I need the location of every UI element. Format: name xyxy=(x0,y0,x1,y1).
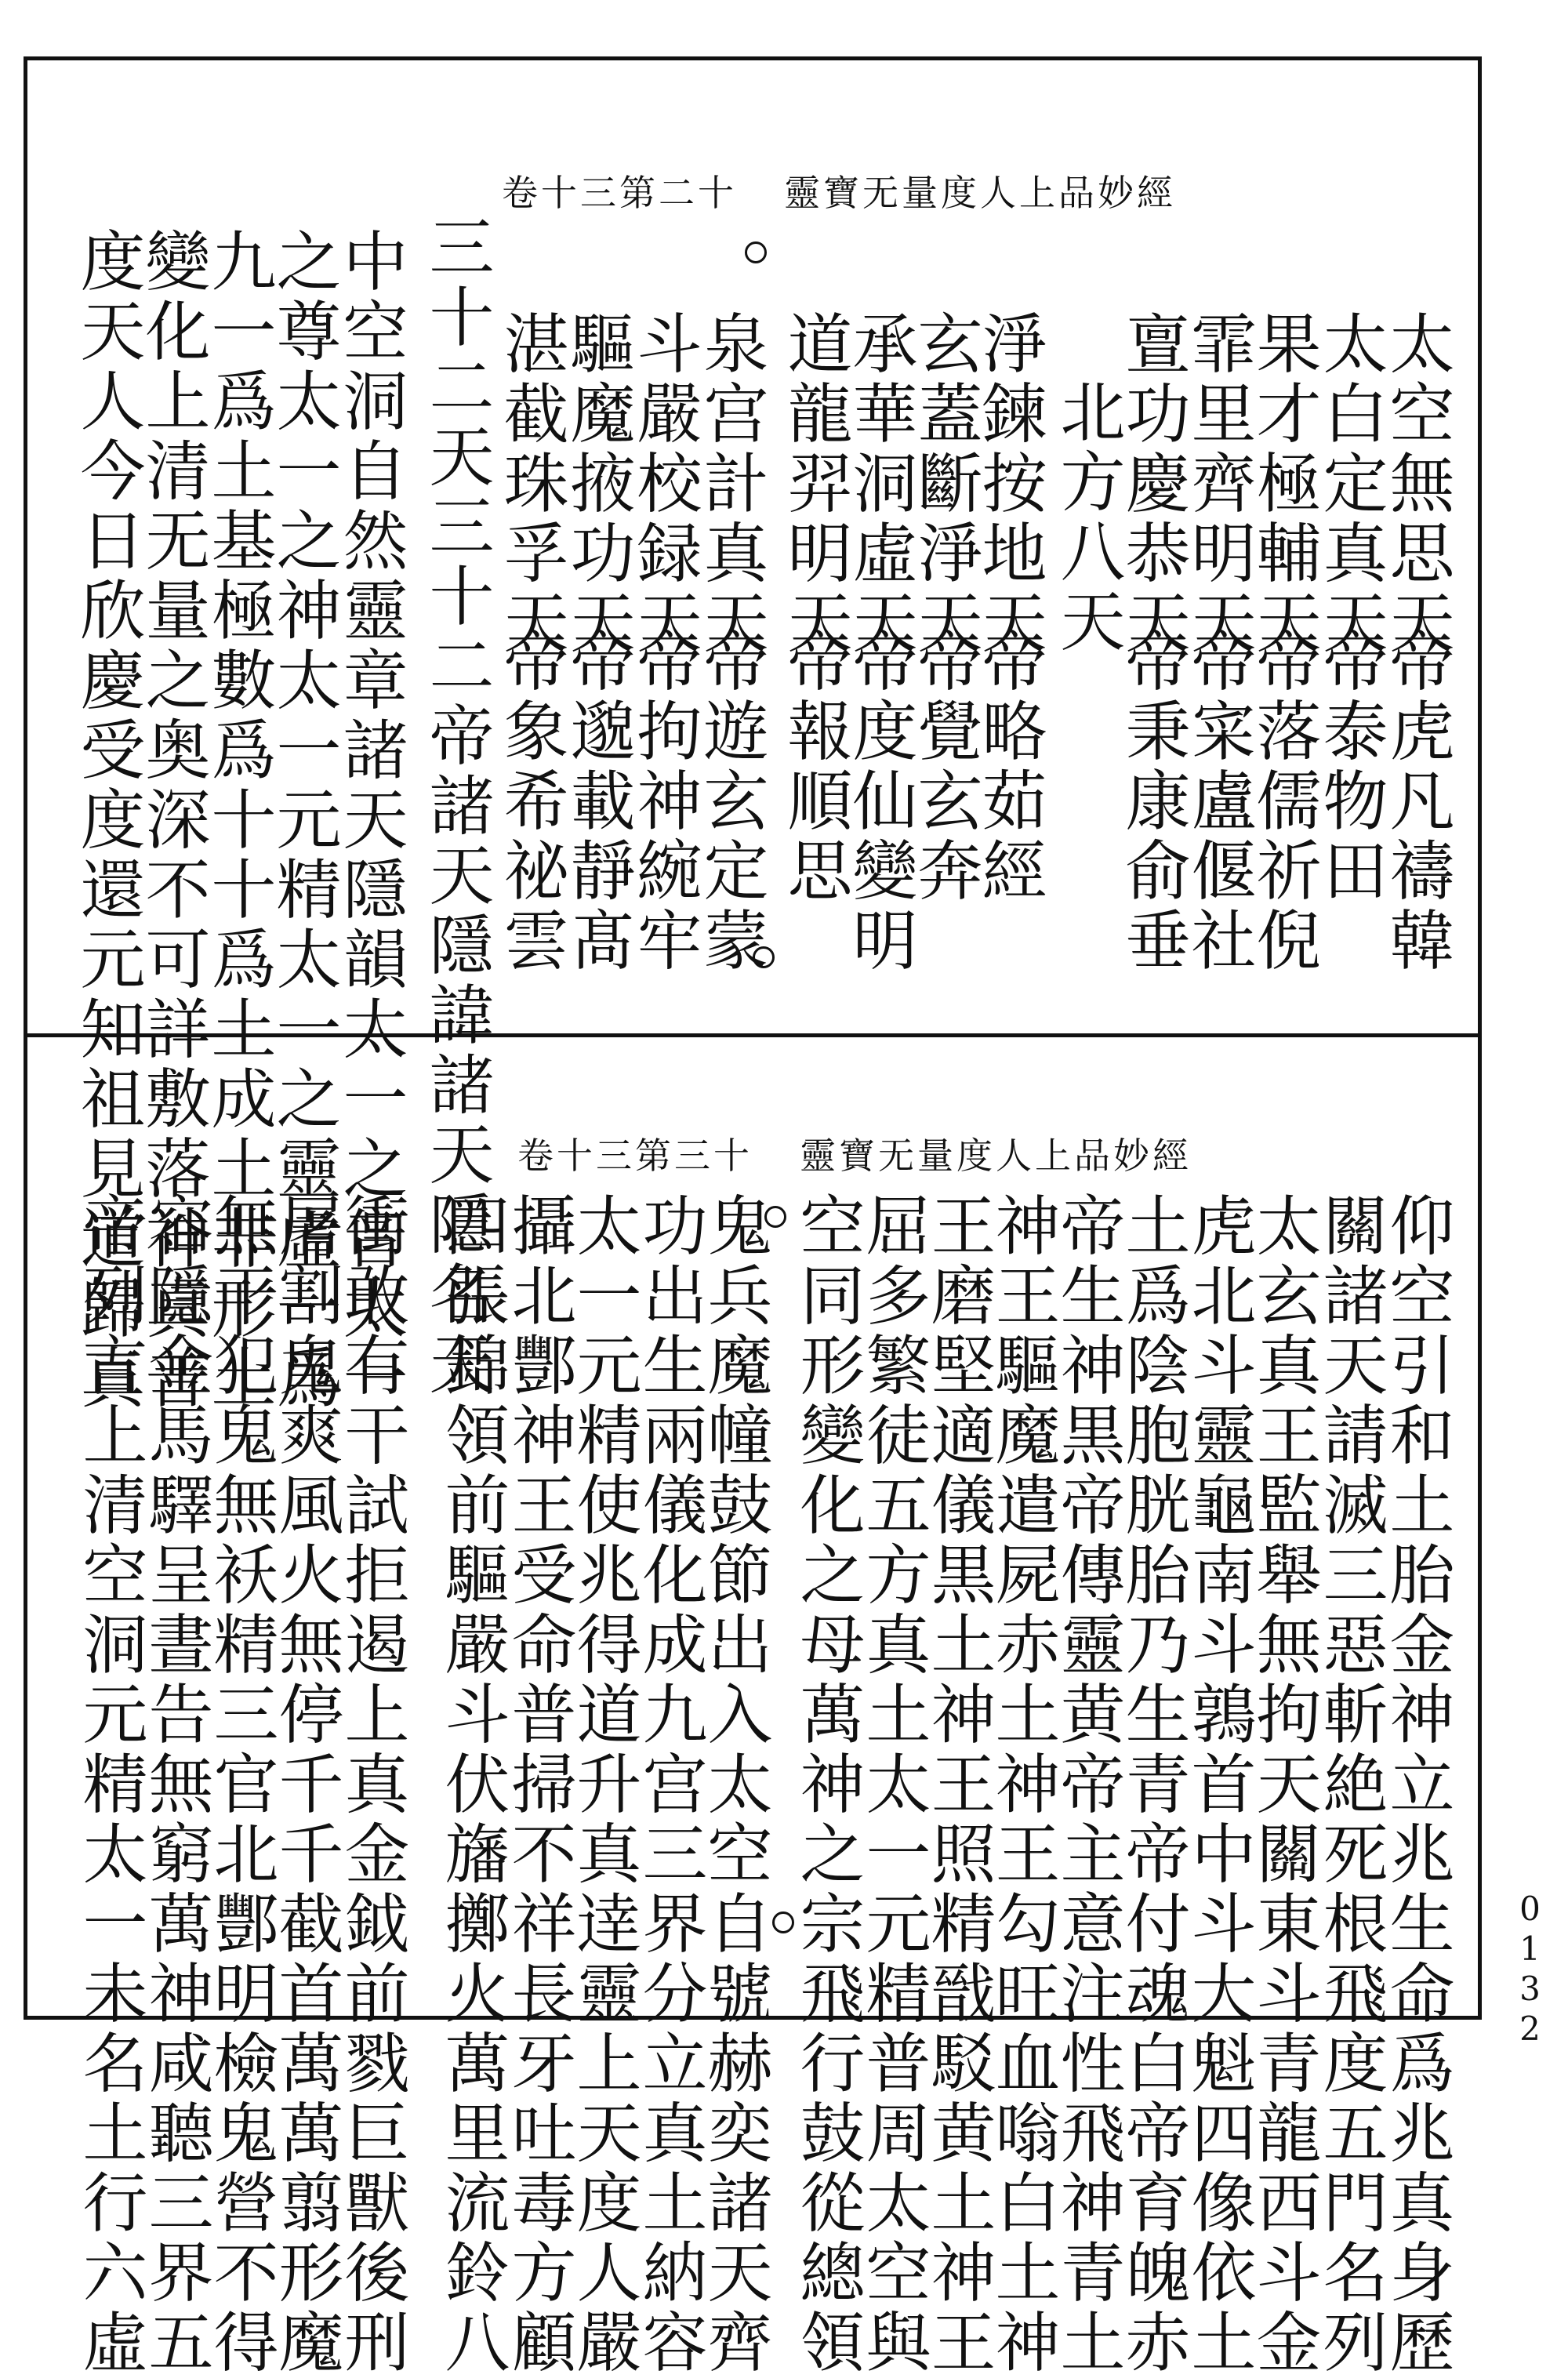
text-column: 九一爲土基極數爲十十爲土成土非形土 xyxy=(200,227,276,1414)
top-page-book-title: 靈寶无量度人上品妙經 xyxy=(784,172,1176,214)
text-column: 帝略茹經 xyxy=(971,627,1047,906)
text-column: 承華洞虛天 xyxy=(841,310,917,659)
text-column: 太白定真天 xyxy=(1312,310,1388,659)
text-column: 帝覺玄奔 xyxy=(906,627,982,906)
text-column: 亶功慶恭天 xyxy=(1114,310,1190,659)
text-column: 中空洞自然靈章諸天隱韻太一之音太一 xyxy=(332,227,408,1414)
text-column: 北方八天 xyxy=(1049,378,1125,657)
text-column: 道龍羿明天 xyxy=(776,310,852,659)
text-column: 太一元精使兆得道升真逹靈上天度人嚴 xyxy=(565,1192,641,2378)
text-column: 虎北斗靈龜南斗鶉首中斗大魁四像依土 xyxy=(1180,1192,1256,2378)
text-column: 果才極輔天 xyxy=(1245,310,1321,659)
text-column: 關諸天請滅三惡斬絶死根飛度五門名列 xyxy=(1312,1192,1388,2378)
text-column: 帝象希祕雲 xyxy=(492,627,568,976)
text-column: 屠割鬼爽風火無停千千截首萬萬翦形魔 xyxy=(267,1192,343,2378)
bottom-page-book-title: 靈寶无量度人上品妙經 xyxy=(800,1135,1192,1177)
top-page-volume-label: 卷十三第二十 xyxy=(502,172,737,214)
text-column: 湛截珠孚天 xyxy=(492,310,568,659)
text-column: 神王驅魔遣屍赤土神王勾旺血嗡白土神 xyxy=(984,1192,1060,2378)
text-column: 帝寀盧偃社 xyxy=(1180,627,1256,976)
text-column: 帝度仙變明 xyxy=(841,627,917,976)
text-column: 四張錦領前驅嚴斗伏旛擲火萬里流鈴八 xyxy=(434,1192,510,2378)
text-column: 度天人今日欣慶受度還元知祖見道歸真 xyxy=(69,227,145,1414)
text-column: 屈多繁徒五方真土太一元精普周太空與 xyxy=(855,1192,931,2378)
text-column: 帝泰物田 xyxy=(1312,627,1388,906)
text-column: 功出生兩儀化成九宫三界分立真土納容 xyxy=(631,1192,707,2378)
text-column: 泉宫計真天 xyxy=(692,310,768,659)
text-column: 三十二天三十二帝諸天隱諱諸天隱名天 xyxy=(418,213,494,1400)
text-column: 王磨堅適儀黒土神王照精戩駁黄土神王 xyxy=(920,1192,996,2378)
text-column: 太空無思天 xyxy=(1378,310,1454,659)
text-column: 帝列言上清空洞元精太一未名土行六虛 xyxy=(71,1192,147,2378)
bottom-page-volume-label: 卷十三第三十 xyxy=(517,1135,753,1177)
text-column: 帝秉康俞垂 xyxy=(1114,627,1190,976)
text-column: 帝落儒祈倪 xyxy=(1245,627,1321,976)
text-column: 玄蓋斷淨天 xyxy=(906,310,982,659)
text-column: 容隱金馬驛呈晝告無窮萬神咸聽三界五 xyxy=(137,1192,213,2378)
top-page-header xyxy=(502,165,1207,212)
bottom-page-header xyxy=(517,1127,1223,1177)
text-column: 土爲陰胞胱胎乃生青帝付魂白帝育魄赤 xyxy=(1114,1192,1190,2378)
text-column: 變化上清无量之奥深不可詳敷落神真普 xyxy=(134,227,210,1414)
text-column: 鬼兵魔幢鼓節出入太空自號赫奕諸天齊 xyxy=(696,1192,772,2378)
text-column: 仰空引和土胎金神立兆生命爲兆真身歷 xyxy=(1378,1192,1454,2378)
section-marker-icon xyxy=(745,241,767,263)
text-column: 太玄真王監舉無拘天關東斗青龍西斗金 xyxy=(1245,1192,1321,2378)
text-column: 之尊太一之神太一元精太一之靈虛一爲 xyxy=(265,227,341,1414)
text-column: 帝生神黒帝傳靈黄帝主意注性飛神青土 xyxy=(1049,1192,1125,2378)
text-column: 帝虎凡禱韓 xyxy=(1378,627,1454,976)
text-column: 斗嚴校録天 xyxy=(626,310,702,659)
text-column: 帝報順思 xyxy=(776,627,852,906)
text-column: 帝遊玄定蒙 xyxy=(692,627,768,976)
text-column: 帝拘神綩牢 xyxy=(626,627,702,976)
text-column: 無干犯鬼無袄精三官北酆明檢鬼營不得 xyxy=(202,1192,278,2378)
text-column: 驅魔掖功天 xyxy=(559,310,635,659)
text-column: 帝邈載靜髙 xyxy=(559,627,635,976)
page-number: 0132 xyxy=(1511,1890,1549,2049)
text-column: 淨鍊按地天 xyxy=(971,310,1047,659)
text-column: 攝北酆神王受命普掃不祥長牙吐毒方顧 xyxy=(500,1192,576,2378)
text-column: 空同形變化之母萬神之宗飛行鼓從總領 xyxy=(789,1192,865,2378)
text-column: 霏里齊明天 xyxy=(1180,310,1256,659)
text-column: 衝敢有干試拒遏上真金鉞前戮巨獸後刑 xyxy=(333,1192,409,2378)
